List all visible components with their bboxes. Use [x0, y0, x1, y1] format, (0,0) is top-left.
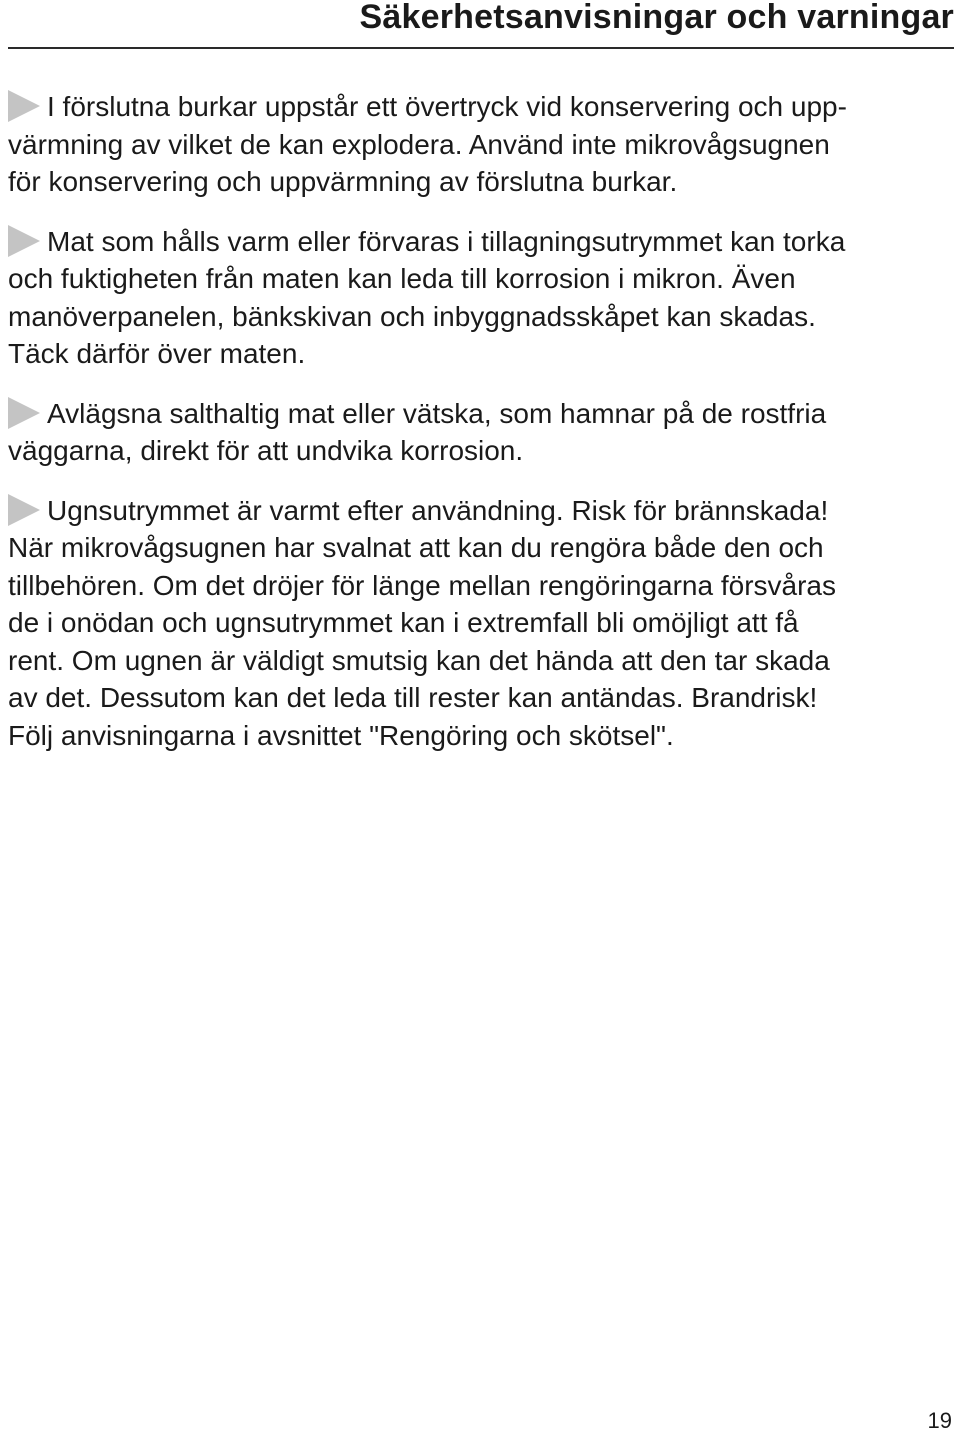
warning-text: I förslutna burkar uppstår ett övertryck vid konservering och upp- värmning av vilket de kan explodera. Använd inte mikrovågsugnen för konservering och uppvärmning av förslutna burkar.	[8, 91, 847, 197]
warning-text: Ugnsutrymmet är varmt efter användning. Risk för brännskada! När mikrovågsugnen har svalnat att kan du rengöra både den och tillbehören. Om det dröjer för länge mellan rengöringarna försvåras de i onödan och ugnsutrymmet kan i extremfall bli omöjligt att få rent. Om ugnen är väldigt smutsig kan det hända att den tar skada av det. Dessutom kan det leda till rester kan antändas. Brandrisk! Följ anvisningarna i avsnittet "Rengöring och skötsel".	[8, 494, 836, 751]
page-number: 19	[927, 1408, 952, 1433]
page-title: Säkerhetsanvisningar och varningar	[359, 0, 954, 36]
warning-paragraph	[8, 492, 943, 755]
warning-paragraph	[8, 88, 943, 201]
triangle-bullet-icon	[8, 90, 40, 122]
warning-text: Avlägsna salthaltig mat eller vätska, som hamnar på de rostfria väggarna, direkt för att undvika korrosion.	[8, 397, 827, 466]
warning-text: Mat som hålls varm eller förvaras i tillagningsutrymmet kan torka och fuktigheten från maten kan leda till korrosion i mikron. Även manöverpanelen, bänkskivan och inbyggnadsskåpet kan skadas. Täck därför över maten.	[8, 225, 846, 369]
triangle-bullet-icon	[8, 494, 40, 526]
warning-paragraph	[8, 395, 943, 470]
safety-warnings-list	[8, 88, 943, 754]
triangle-bullet-icon	[8, 225, 40, 257]
triangle-bullet-icon	[8, 397, 40, 429]
warning-paragraph	[8, 223, 943, 373]
header-divider	[8, 47, 954, 49]
page-header	[0, 0, 960, 48]
